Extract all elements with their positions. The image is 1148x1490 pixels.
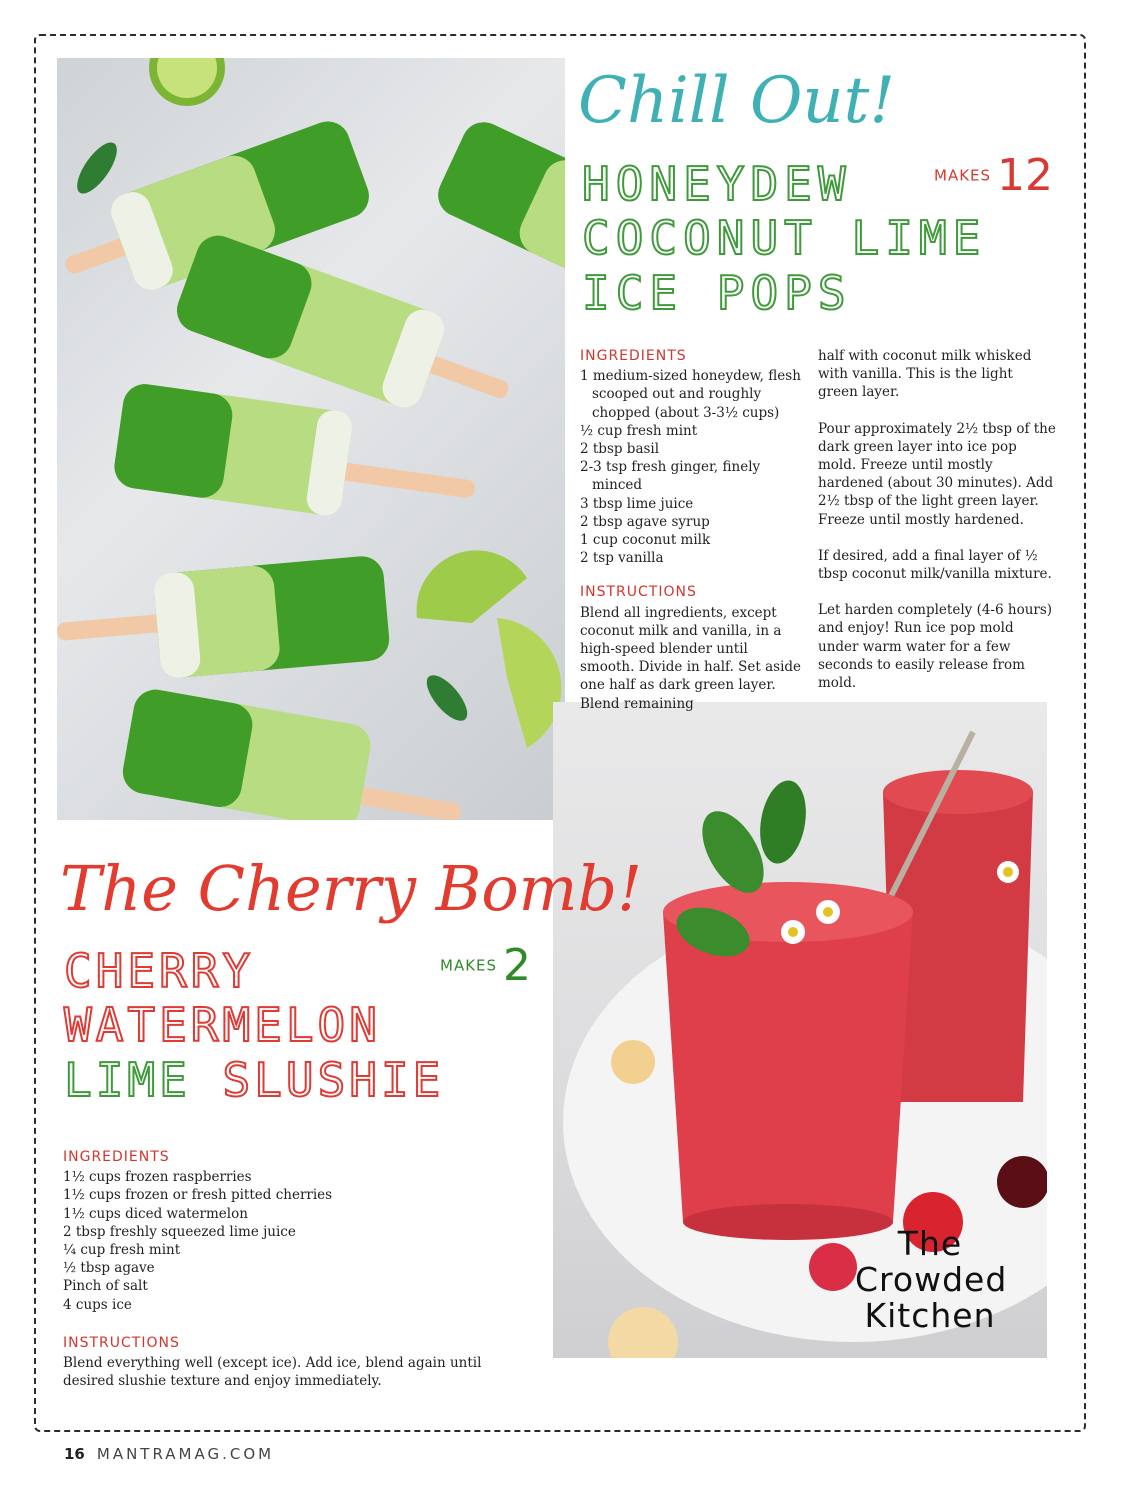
recipe1-column-2	[818, 347, 1056, 710]
recipe1-title-line-3: ICE POPS	[582, 265, 852, 320]
recipe2-title	[64, 944, 444, 1107]
ice-pops-photo	[57, 58, 565, 820]
page-footer	[64, 1445, 274, 1463]
recipe2-makes-label: MAKES	[440, 956, 498, 975]
recipe1-script-title: Chill Out!	[578, 64, 896, 138]
recipe2-title-line-1: CHERRY	[64, 944, 255, 998]
recipe1-yield	[934, 150, 1053, 201]
site-name: MANTRAMAG.COM	[96, 1445, 275, 1463]
page-number: 16	[64, 1445, 85, 1463]
list-item: 1½ cups frozen raspberries	[63, 1169, 252, 1186]
recipe2-title-word-lime: LIME	[64, 1052, 191, 1107]
credit-line-2: Crowded	[855, 1260, 1008, 1299]
recipe1-column-1	[580, 347, 802, 713]
list-item: ½ tbsp agave	[63, 1260, 155, 1277]
list-item: Pinch of salt	[63, 1278, 148, 1295]
credit-line-1: The	[897, 1224, 963, 1263]
recipe2-title-line-2: WATERMELON	[64, 998, 381, 1053]
recipe2-instructions-heading: INSTRUCTIONS	[63, 1334, 180, 1351]
slushie-photo	[553, 702, 1047, 1358]
recipe1-title-line-1: HONEYDEW	[582, 157, 852, 211]
recipe1-instructions-heading: INSTRUCTIONS	[580, 584, 697, 601]
recipe1-ingredients-list	[580, 367, 802, 567]
recipe1-makes-label: MAKES	[934, 166, 992, 185]
recipe2-ingredients-list	[63, 1168, 533, 1314]
recipe1-title-line-2: COCONUT LIME	[582, 211, 987, 266]
recipe1-instructions-paragraph: If desired, add a final layer of ½ tbsp coconut milk/vanilla mixture.	[818, 547, 1052, 583]
recipe2-yield	[440, 940, 531, 991]
list-item: 1 cup coconut milk	[580, 532, 711, 549]
recipe2-makes-count: 2	[503, 940, 532, 991]
credit-line-3: Kitchen	[864, 1296, 996, 1335]
list-item: 2 tbsp freshly squeezed lime juice	[63, 1223, 296, 1240]
list-item: 2 tsp vanilla	[580, 550, 664, 567]
list-item: 2-3 tsp fresh ginger, finely minced	[580, 459, 761, 494]
recipe1-instructions-paragraph: Pour approximately 2½ tbsp of the dark green layer into ice pop mold. Freeze until mostly hardened (about 30 minutes). Add 2½ tbsp of the light green layer. Freeze until mostly hardened.	[818, 420, 1056, 528]
recipe2-title-line-3	[64, 1053, 444, 1107]
list-item: 1½ cups frozen or fresh pitted cherries	[63, 1187, 333, 1204]
list-item: 3 tbsp lime juice	[580, 495, 694, 512]
list-item: 2 tbsp basil	[580, 441, 660, 458]
recipe2-body	[63, 1148, 533, 1390]
recipe1-ingredients-heading: INGREDIENTS	[580, 348, 687, 364]
recipe2-ingredients-heading: INGREDIENTS	[63, 1149, 170, 1165]
list-item: 1½ cups diced watermelon	[63, 1205, 248, 1222]
recipe1-instructions-paragraph: half with coconut milk whisked with vanilla. This is the light green layer.	[818, 348, 1032, 401]
recipe1-makes-count: 12	[997, 150, 1054, 201]
list-item: ½ cup fresh mint	[580, 422, 698, 439]
photo-credit	[855, 1224, 1008, 1335]
list-item: 2 tbsp agave syrup	[580, 513, 710, 530]
recipe2-instructions: Blend everything well (except ice). Add ice, blend again until desired slushie texture and enjoy immediately.	[63, 1355, 482, 1390]
list-item: ¼ cup fresh mint	[63, 1242, 181, 1259]
recipe1-instructions-part-1: Blend all ingredients, except coconut milk and vanilla, in a high-speed blender until smooth. Divide in half. Set aside one half as dark green layer. Blend remaining	[580, 604, 802, 712]
list-item: 4 cups ice	[63, 1296, 132, 1313]
recipe2-title-word-slushie: SLUSHIE	[222, 1052, 445, 1107]
list-item: 1 medium-sized honeydew, flesh scooped out and roughly chopped (about 3-3½ cups)	[580, 368, 801, 421]
recipe1-instructions-paragraph: Let harden completely (4-6 hours) and enjoy! Run ice pop mold under warm water for a few seconds to easily release from mold.	[818, 602, 1053, 692]
recipe1-title	[582, 157, 986, 320]
recipe2-script-title: The Cherry Bomb!	[60, 852, 643, 925]
